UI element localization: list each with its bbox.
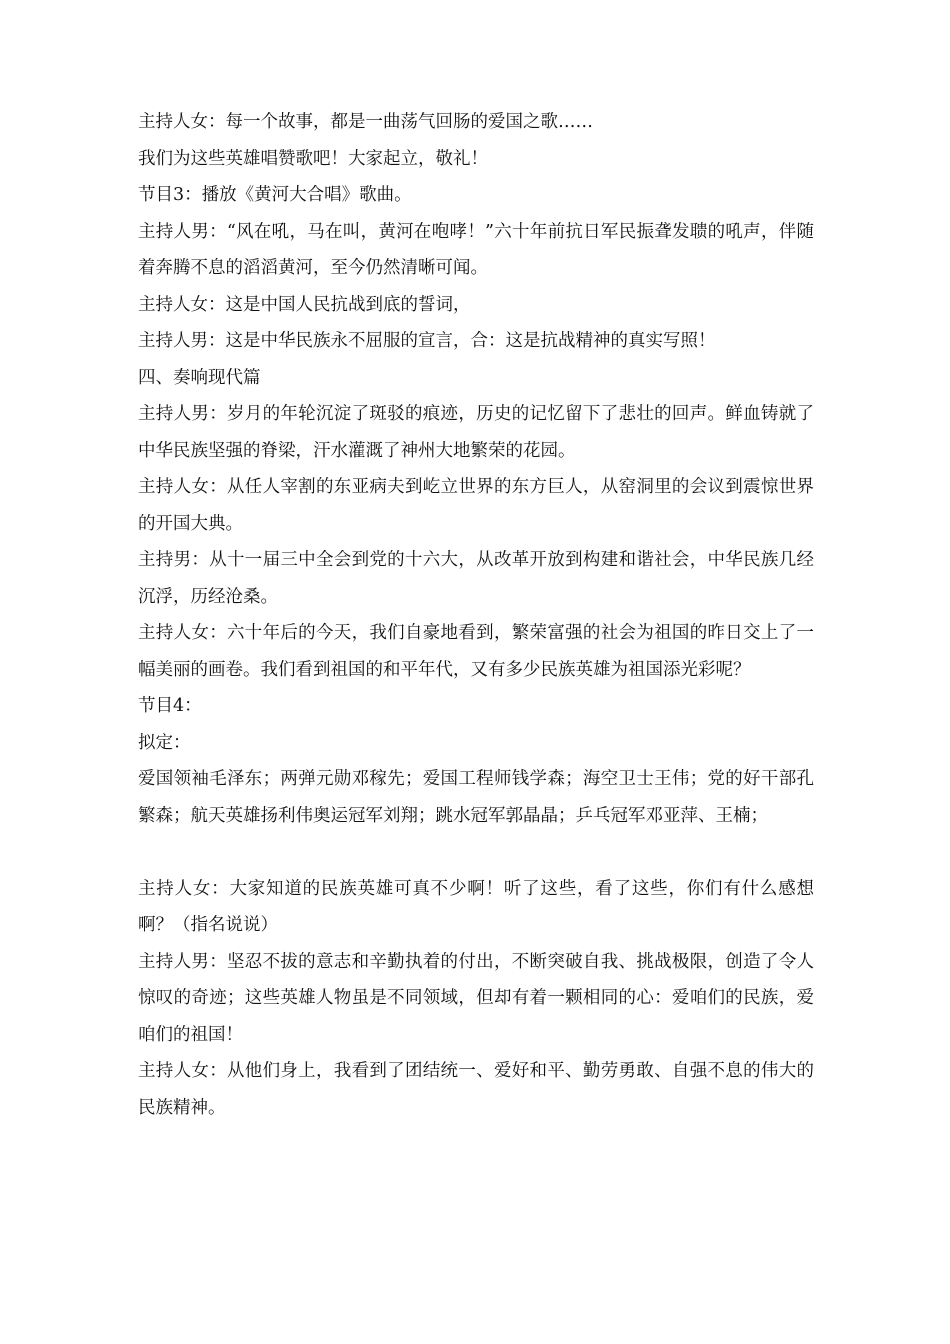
paragraph-host-female-heroes: 主持人女：大家知道的民族英雄可真不少啊！听了这些，看了这些，你们有什么感想啊？（指名说说） bbox=[138, 878, 814, 935]
section-heading-modern: 四、奏响现代篇 bbox=[138, 367, 261, 388]
paragraph-host-male-reform: 主持男：从十一届三中全会到党的十六大，从改革开放到构建和谐社会，中华民族几经沉浮，历经沧桑。 bbox=[138, 550, 814, 607]
paragraph-host-female-story: 主持人女：每一个故事，都是一曲荡气回肠的爱国之歌…… bbox=[138, 112, 593, 132]
paragraph-host-female-giant: 主持人女：从任人宰割的东亚病夫到屹立世界的东方巨人，从窑洞里的会议到震惊世界的开国大典。 bbox=[138, 477, 814, 534]
paragraph-host-male-years: 主持人男：岁月的年轮沉淀了斑驳的痕迹，历史的记忆留下了悲壮的回声。鲜血铸就了中华民族坚强的脊梁，汗水灌溉了神州大地繁荣的花园。 bbox=[138, 404, 814, 461]
paragraph-host-male-will: 主持人男：坚忍不拔的意志和辛勤执着的付出，不断突破自我、挑战极限，创造了令人惊叹的奇迹；这些英雄人物虽是不同领域，但却有着一颗相同的心：爱咱们的民族，爱咱们的祖国！ bbox=[138, 951, 814, 1045]
paragraph-host-male-yellow-river: 主持人男：“风在吼，马在叫，黄河在咆哮！”六十年前抗日军民振聋发聩的吼声，伴随着奔腾不息的滔滔黄河，至今仍然清晰可闻。 bbox=[138, 221, 814, 278]
blank-line bbox=[138, 834, 814, 871]
paragraph-salute: 我们为这些英雄唱赞歌吧！大家起立，敬礼！ bbox=[138, 148, 488, 169]
paragraph-host-female-spirit: 主持人女：从他们身上，我看到了团结统一、爱好和平、勤劳勇敢、自强不息的伟大的民族精神。 bbox=[138, 1061, 814, 1118]
paragraph-host-male-declaration: 主持人男：这是中华民族永不屈服的宣言，合：这是抗战精神的真实写照！ bbox=[138, 331, 716, 351]
paragraph-program-4: 节目4： bbox=[138, 696, 202, 716]
paragraph-program-3: 节目3：播放《黄河大合唱》歌曲。 bbox=[138, 185, 412, 205]
paragraph-proposed: 拟定： bbox=[138, 732, 191, 753]
paragraph-host-female-oath: 主持人女：这是中国人民抗战到底的誓词， bbox=[138, 294, 471, 315]
paragraph-host-female-today: 主持人女：六十年后的今天，我们自豪地看到，繁荣富强的社会为祖国的昨日交上了一幅美丽的画卷。我们看到祖国的和平年代，又有多少民族英雄为祖国添光彩呢？ bbox=[138, 623, 814, 680]
document-page bbox=[138, 104, 814, 1126]
paragraph-hero-list: 爱国领袖毛泽东；两弹元勋邓稼先；爱国工程师钱学森；海空卫士王伟；党的好干部孔繁森；航天英雄扬利伟奥运冠军刘翔；跳水冠军郭晶晶；乒乓冠军邓亚萍、王楠； bbox=[138, 769, 814, 826]
